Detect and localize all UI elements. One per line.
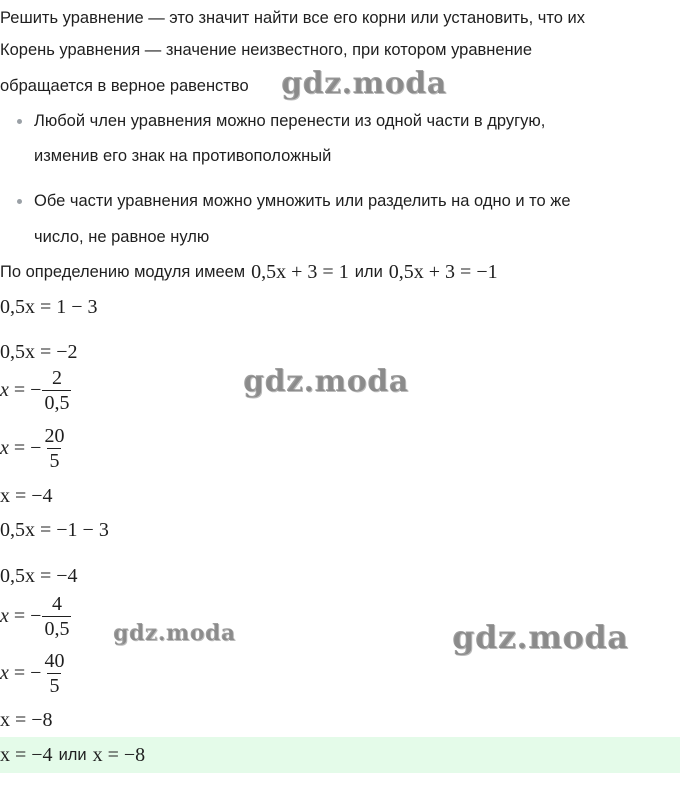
definition-line bbox=[0, 259, 498, 285]
bullet-icon bbox=[17, 119, 22, 124]
intro-line-1: Решить уравнение — это значит найти все его корни или установить, что их bbox=[0, 9, 585, 27]
intro-line-3: обращается в верное равенство bbox=[0, 77, 249, 95]
answer-second: x = −8 bbox=[92, 743, 146, 766]
step-10: x = −8 bbox=[0, 708, 53, 731]
step-1: 0,5x = 1 − 3 bbox=[0, 295, 98, 318]
equation-2: 0,5x + 3 = −1 bbox=[388, 260, 498, 283]
step-9: x = − $\frac{40}{5}$ bbox=[0, 649, 65, 697]
step-2: 0,5x = −2 bbox=[0, 340, 78, 363]
rule-2-line-1: Обе части уравнения можно умножить или разделить на одно и то же bbox=[34, 192, 571, 210]
rule-2-line-2: число, не равное нулю bbox=[34, 228, 210, 246]
watermark: gdz.moda bbox=[281, 66, 447, 101]
step-4: x = − $\frac{20}{5}$ bbox=[0, 424, 65, 472]
rule-1-line-2: изменив его знак на противоположный bbox=[34, 147, 332, 165]
step-6: 0,5x = −1 − 3 bbox=[0, 518, 109, 541]
step-5: x = −4 bbox=[0, 484, 53, 507]
watermark: gdz.moda bbox=[113, 620, 236, 646]
answer-first: x = −4 bbox=[0, 743, 53, 766]
intro-line-2: Корень уравнения — значение неизвестного, при котором уравнение bbox=[0, 41, 533, 59]
answer-line bbox=[0, 742, 145, 768]
step-8: x = − $\frac{4}{0,5}$ bbox=[0, 592, 70, 640]
rule-1-line-1: Любой член уравнения можно перенести из одной части в другую, bbox=[34, 112, 546, 130]
watermark: gdz.moda bbox=[243, 364, 409, 399]
equation-1: 0,5x + 3 = 1 bbox=[251, 260, 349, 283]
step-3: x = − $\frac{2}{0,5}$ bbox=[0, 366, 70, 414]
step-7: 0,5x = −4 bbox=[0, 564, 78, 587]
answer-connector: или bbox=[58, 745, 87, 764]
bullet-icon bbox=[17, 199, 22, 204]
definition-connector: или bbox=[354, 262, 383, 281]
watermark: gdz.moda bbox=[452, 618, 629, 656]
definition-text: По определению модуля имеем bbox=[0, 262, 246, 281]
